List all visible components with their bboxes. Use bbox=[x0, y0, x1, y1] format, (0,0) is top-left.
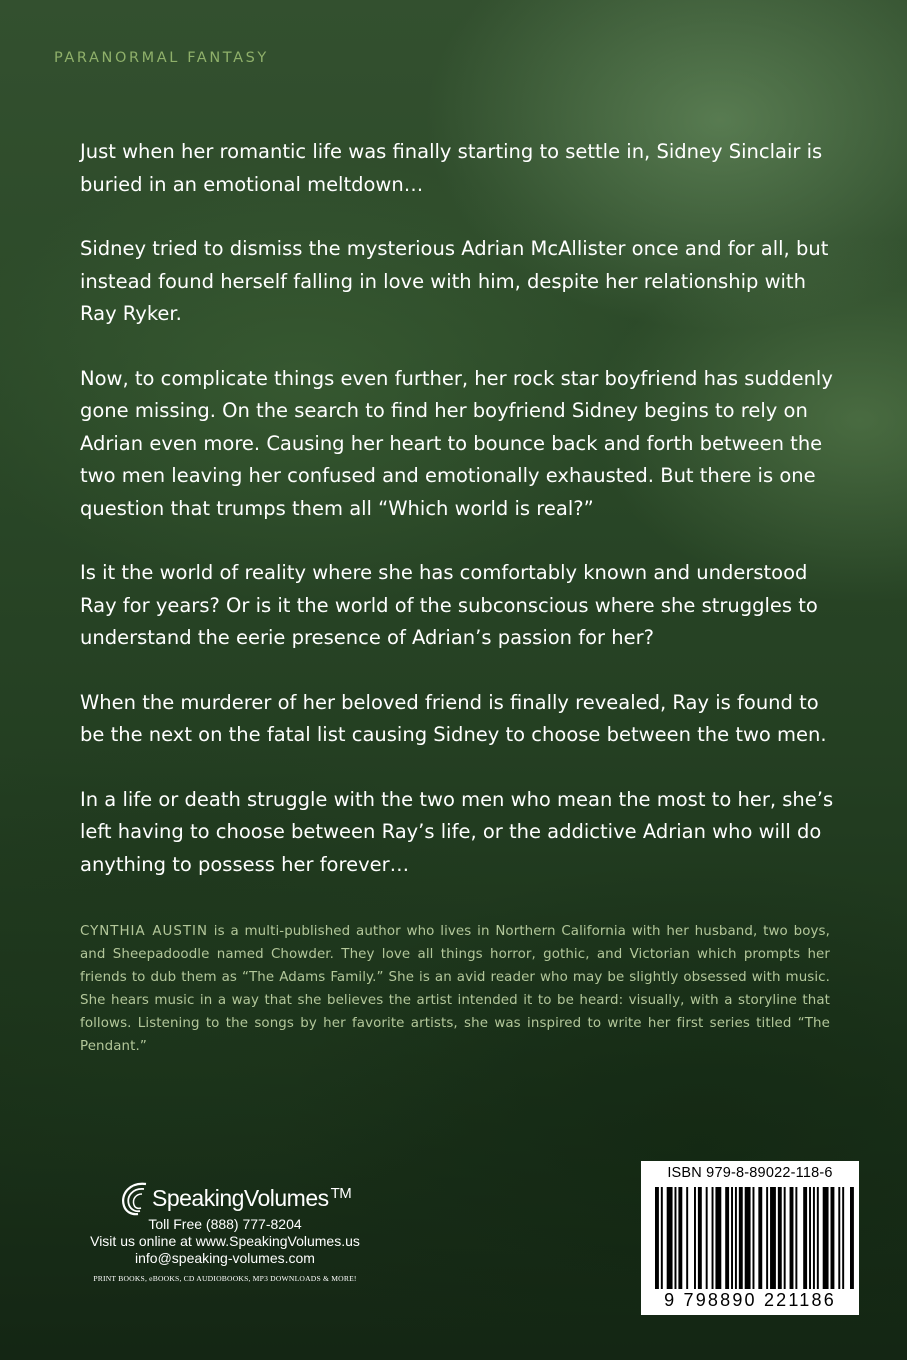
blurb-paragraph: When the murderer of her beloved friend is finally revealed, Ray is found to be the next on the fatal list causing Sidney to choose between the two men. bbox=[80, 690, 827, 746]
barcode-bar bbox=[735, 1187, 737, 1289]
barcode-bar bbox=[850, 1187, 854, 1289]
barcode-bar bbox=[678, 1187, 682, 1289]
publisher-phone: Toll Free (888) 777-8204 bbox=[148, 1216, 302, 1232]
barcode-bar bbox=[667, 1187, 673, 1289]
barcode-digits: 9 798890 221186 bbox=[664, 1290, 836, 1310]
trademark-symbol: TM bbox=[330, 1184, 352, 1202]
author-name: CYNTHIA AUSTIN bbox=[80, 924, 208, 939]
barcode-bar bbox=[753, 1187, 755, 1289]
barcode-bar bbox=[745, 1187, 751, 1289]
barcode-bar bbox=[842, 1187, 844, 1289]
barcode-bar bbox=[694, 1187, 696, 1289]
barcode-bar bbox=[712, 1187, 714, 1289]
publisher-email: info@speaking-volumes.com bbox=[135, 1250, 315, 1266]
barcode-bar bbox=[823, 1187, 829, 1289]
book-blurb bbox=[80, 136, 840, 913]
blurb-paragraph: Is it the world of reality where she has comfortably known and understood Ray for years? Or is it the world of the subconscious where she struggles to understand the eerie presence of Adrian’s passion for her? bbox=[80, 561, 818, 649]
barcode-bar bbox=[817, 1187, 819, 1289]
publisher-contact bbox=[80, 1216, 370, 1267]
barcode-bar bbox=[655, 1187, 659, 1289]
barcode-bar bbox=[698, 1187, 702, 1289]
author-bio-text: is a multi-published author who lives in Northern California with her husband, two boys, and Sheepadoodle named Chowder. They love all things horror, gothic, and Victorian which prompts her friends to dub them as “The Adams Family.” She is an avid reader who may be slightly obsessed with music. She hears music in a way that she believes the artist intended it to be heard: visually, with a storyline that follows. Listening to the songs by her favorite artists, she was inspired to write her first series titled “The Pendant.” bbox=[80, 924, 830, 1054]
barcode-bar bbox=[831, 1187, 835, 1289]
barcode-bar bbox=[803, 1187, 807, 1289]
barcode-bar bbox=[838, 1187, 840, 1289]
swirl-logo-icon bbox=[116, 1178, 156, 1218]
barcode-bar bbox=[661, 1187, 663, 1289]
isbn-barcode bbox=[641, 1161, 859, 1315]
barcode-bar bbox=[813, 1187, 815, 1289]
blurb-paragraph: Now, to complicate things even further, her rock star boyfriend has suddenly gone missing. On the search to find her boyfriend Sidney begins to rely on Adrian even more. Causing her heart to bounce back and forth between the two men leaving her confused and emotionally exhausted. But there is one question that trumps them all “Which world is real?” bbox=[80, 366, 833, 520]
barcode-bar bbox=[686, 1187, 688, 1289]
publisher-website: Visit us online at www.SpeakingVolumes.us bbox=[90, 1233, 360, 1249]
barcode-bar bbox=[731, 1187, 733, 1289]
isbn-label: ISBN 979-8-89022-118-6 bbox=[667, 1165, 833, 1181]
barcode-bar bbox=[715, 1187, 721, 1289]
barcode-bar bbox=[766, 1187, 768, 1289]
barcode-bar bbox=[778, 1187, 782, 1289]
publisher-name: SpeakingVolumes ™ bbox=[152, 1184, 352, 1211]
blurb-paragraph: Sidney tried to dismiss the mysterious Adrian McAllister once and for all, but instead found herself falling in love with him, despite her relationship with Ray Ryker. bbox=[80, 237, 829, 325]
barcode-bar bbox=[809, 1187, 811, 1289]
barcode-bar bbox=[706, 1187, 708, 1289]
publisher-tagline: PRINT BOOKS, eBOOKS, CD AUDIOBOOKS, MP3 DOWNLOADS & MORE! bbox=[93, 1274, 357, 1283]
barcode-bar bbox=[784, 1187, 786, 1289]
genre-label: PARANORMAL FANTASY bbox=[54, 50, 269, 66]
barcode-bar bbox=[790, 1187, 794, 1289]
barcode-bar bbox=[770, 1187, 776, 1289]
barcode-bar bbox=[758, 1187, 762, 1289]
barcode-bar bbox=[795, 1187, 797, 1289]
barcode-bar bbox=[725, 1187, 729, 1289]
blurb-paragraph: Just when her romantic life was finally starting to settle in, Sidney Sinclair is buried in an emotional meltdown… bbox=[80, 140, 823, 196]
publisher-block bbox=[80, 1178, 380, 1283]
barcode-bar bbox=[675, 1187, 677, 1289]
author-bio bbox=[80, 920, 830, 1058]
publisher-logo bbox=[116, 1178, 380, 1218]
blurb-paragraph: In a life or death struggle with the two men who mean the most to her, she’s left having to choose between Ray’s life, or the addictive Adrian who will do anything to possess her forever… bbox=[80, 787, 834, 876]
barcode-bar bbox=[739, 1187, 743, 1289]
barcode-bars bbox=[645, 1187, 855, 1291]
